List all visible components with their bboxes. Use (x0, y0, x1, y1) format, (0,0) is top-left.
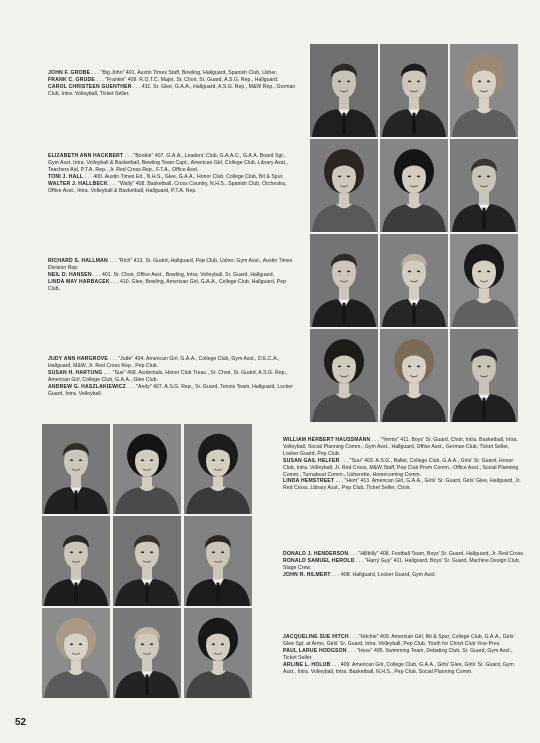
student-portrait (42, 608, 110, 698)
student-activities: . . . "Harry Guy" 411. Hallguard, Boys' Sr. Guard, Machine Design Club, Stage Crew. (283, 557, 521, 571)
student-entry (283, 458, 526, 479)
portrait-grid-right (310, 44, 518, 422)
student-portrait (42, 424, 110, 514)
bio-block-grobe (48, 70, 298, 98)
student-entry (283, 551, 526, 558)
student-entry (283, 478, 526, 492)
portrait-grid-left (42, 424, 252, 698)
student-activities: . . . 408. Hallguard, Locker Guard, Gym Asst. (330, 571, 436, 578)
student-entry (283, 437, 526, 458)
student-portrait (380, 139, 448, 232)
student-entry (48, 153, 298, 174)
bio-block-hargrove (48, 356, 298, 397)
student-name: JUDY ANN HARGROVE (48, 356, 109, 362)
student-portrait (113, 608, 181, 698)
student-activities: . . . "Big John" 401. Austin Times Staff, Bowling, Hallguard, Spanish Club, Usher. (90, 70, 278, 76)
student-entry (48, 181, 298, 195)
student-portrait (184, 608, 252, 698)
student-activities: . . . "Frankie" 409. R.O.T.C. Major, Sr. Choir, Sr. Guard, A.S.G. Rep., Hallguard. (94, 76, 279, 83)
student-portrait (310, 139, 378, 232)
student-entry (48, 258, 298, 272)
student-portrait (184, 516, 252, 606)
student-activities: . . . "Hillbilly" 408. Football Team, Boys' Sr. Guard, Hallguard, Jr. Red Cross. (348, 551, 525, 557)
student-entry (48, 272, 298, 279)
student-portrait (310, 234, 378, 327)
student-entry (48, 84, 298, 98)
student-name: RICHARD S. HALLMAN (48, 258, 108, 264)
student-activities: . . . "Jude" 404. American Girl, G.A.A., College Club, Gym Asst., D.E.C.A., Hallguard, M&W, Jr. Red Cross Rep., Pep Club. (48, 356, 280, 369)
student-activities: . . . "Wally" 408. Basketball, Cross Country, N.H.S., Spanish Club, Orchestra, Office Asst., Intra. Volleyball & Basketball, Hallguard, P.T.A. Rep. (48, 180, 287, 194)
page-number: 52 (15, 717, 27, 728)
student-name: WILLIAM HERBERT HAUSSMANN (283, 437, 371, 443)
student-name: NEIL D. HANSEN (48, 271, 92, 278)
bio-block-henderson (283, 551, 526, 579)
student-activities: . . . "Hitchie" 409. American Girl, Bit & Spur, College Club, G.A.A., Girls' Glee Sgt. at Arms, Girls' Sr. Guard, Intra. Volleyball, Pep Club, Youth for Christ Club Vice-Pres. (283, 634, 515, 647)
student-portrait (380, 234, 448, 327)
student-activities: . . . "Hem" 413. American Girl, G.A.A., Girls' Sr. Guard, Girls' Glee, Hallguard, Jr. Red Cross, Library Asst., Pep Club, Ticket Seller, Choir. (283, 478, 521, 492)
student-name: JOHN F. GROBE (48, 70, 91, 76)
bio-block-hackbert (48, 153, 298, 194)
student-portrait (450, 139, 518, 232)
student-portrait (450, 329, 518, 422)
student-entry (48, 356, 298, 370)
student-entry (283, 572, 526, 579)
bio-block-hitch (283, 634, 526, 675)
student-activities: . . . 411. Sr. Glee, G.A.A., Hallguard, A.S.G. Rep., M&W Rep., Gorman Club, Intra. Volleyball, Ticket Seller. (48, 83, 296, 97)
student-entry (283, 648, 526, 662)
student-name: SUSAN GAIL HELFER (283, 457, 340, 464)
student-name: DONALD J. HENDERSON (283, 551, 349, 557)
student-entry (48, 370, 298, 384)
student-activities: . . . 409. American Girl, College Club, G.A.A., Girls' Glee, Girls' Sr. Guard, Gym Asst., Intra. Volleyball, Intra. Basketball, N.H.S., Pep Club, Social Planning Comm. (283, 661, 514, 675)
student-name: ARLINE L. HOLUB (283, 661, 331, 668)
student-name: JOHN R. HILMERT (283, 571, 331, 578)
student-activities: . . . "Suu" 403. A.S.G., Ballet, College Club, G.A.A., Girls' Sr. Guard, Honor Club, Intra. Volleyball, Jr. Red Cross, M&W Staff, Pep Club Prom Comm., Office Asst., Social Planning Comm., Turnabout Comm., Usherette, Homecoming Comm. (283, 457, 519, 478)
student-activities: . . . 400. Austin Times Ed., N.H.S., Glee, G.A.A., Honor Club, College Club, Bit & Spur. (83, 173, 284, 180)
student-entry (283, 558, 526, 572)
student-activities: . . . "Sue" 408. Acidentals, Honor Club Treas., Sr. Choir, Sr. Guard, A.S.G. Rep., American Girl, College Club, G.A.A., Glee Club. (48, 369, 288, 383)
student-portrait (42, 516, 110, 606)
student-portrait (310, 44, 378, 137)
student-name: ANDREW G. HASZLAKIEWICZ (48, 383, 126, 390)
bio-block-hallman (48, 258, 298, 293)
student-activities: . . . "Yerms" 411. Boys' Sr. Guard, Choir, Intra. Basketball, Intra. Volleyball, Social Planning Comm., Gym Asst., Hallguard, Office Asst., German Club, Ticket Seller, Locker Guard, Pep Club. (283, 437, 518, 457)
student-activities: . . . 410. Glee, Bowling, American Girl, G.A.A., College Club, Hallguard, Pep Club. (48, 278, 287, 292)
student-portrait (450, 44, 518, 137)
student-portrait (113, 424, 181, 514)
student-entry (48, 70, 298, 77)
student-entry (283, 662, 526, 676)
student-name: JACQUELINE SUE HITCH (283, 634, 349, 640)
student-name: TONI J. HALL (48, 173, 84, 180)
student-activities: . . . "Hoss" 405. Swimming Team, Debating Club, Sr. Guard, Gym Asst., Ticket Seller. (283, 647, 513, 661)
student-name: SUSAN H. HARTUNG (48, 369, 103, 376)
student-activities: . . . "Rich" 413. Sr. Guard, Hallguard, Pep Club, Usher, Gym Asst., Austin Times Division Rep. (48, 258, 293, 271)
student-portrait (113, 516, 181, 606)
student-portrait (184, 424, 252, 514)
student-name: ELIZABETH ANN HACKBERT (48, 153, 124, 159)
student-name: RONALD SAMUEL HEROLD (283, 557, 355, 564)
student-name: LINDA MAY HARBACEK (48, 278, 110, 285)
student-portrait (310, 329, 378, 422)
bio-block-haussmann (283, 437, 526, 492)
student-entry (283, 634, 526, 648)
student-name: FRANK C. GRUDE (48, 76, 95, 83)
student-activities: . . . "Boobie" 407. G.A.A., Leaders' Club, G.A.A.C., G.A.A. Board Sgt., Gym Asst. Intra. Volleyball & Basketball, Bowling Team Capt., American Girl, College Club, Library Asst., Teachers Aid, P.T.A. Rep., Jr. Red Cross Rep., F.T.A., Office Asst. (48, 153, 288, 173)
student-name: LINDA HEMSTREET (283, 478, 335, 485)
student-activities: . . . "Andy" 407. A.S.G. Rep., Sr. Guard, Tennis Team, Hallguard, Locker Guard, Intra. Volleyball. (48, 383, 293, 397)
student-name: WALTER J. HALLBECK (48, 180, 108, 187)
student-portrait (380, 329, 448, 422)
student-name: CAROL CHRISTEEN GUENTHER (48, 83, 132, 90)
student-portrait (380, 44, 448, 137)
student-entry (48, 384, 298, 398)
student-name: PAUL LARUE HODGSON (283, 647, 347, 654)
student-activities: . . . 401. Sr. Choir, Office Asst., Bowling, Intra. Volleyball, Sr. Guard, Hallguard. (91, 271, 275, 278)
student-portrait (450, 234, 518, 327)
student-entry (48, 174, 298, 181)
student-entry (48, 279, 298, 293)
student-entry (48, 77, 298, 84)
